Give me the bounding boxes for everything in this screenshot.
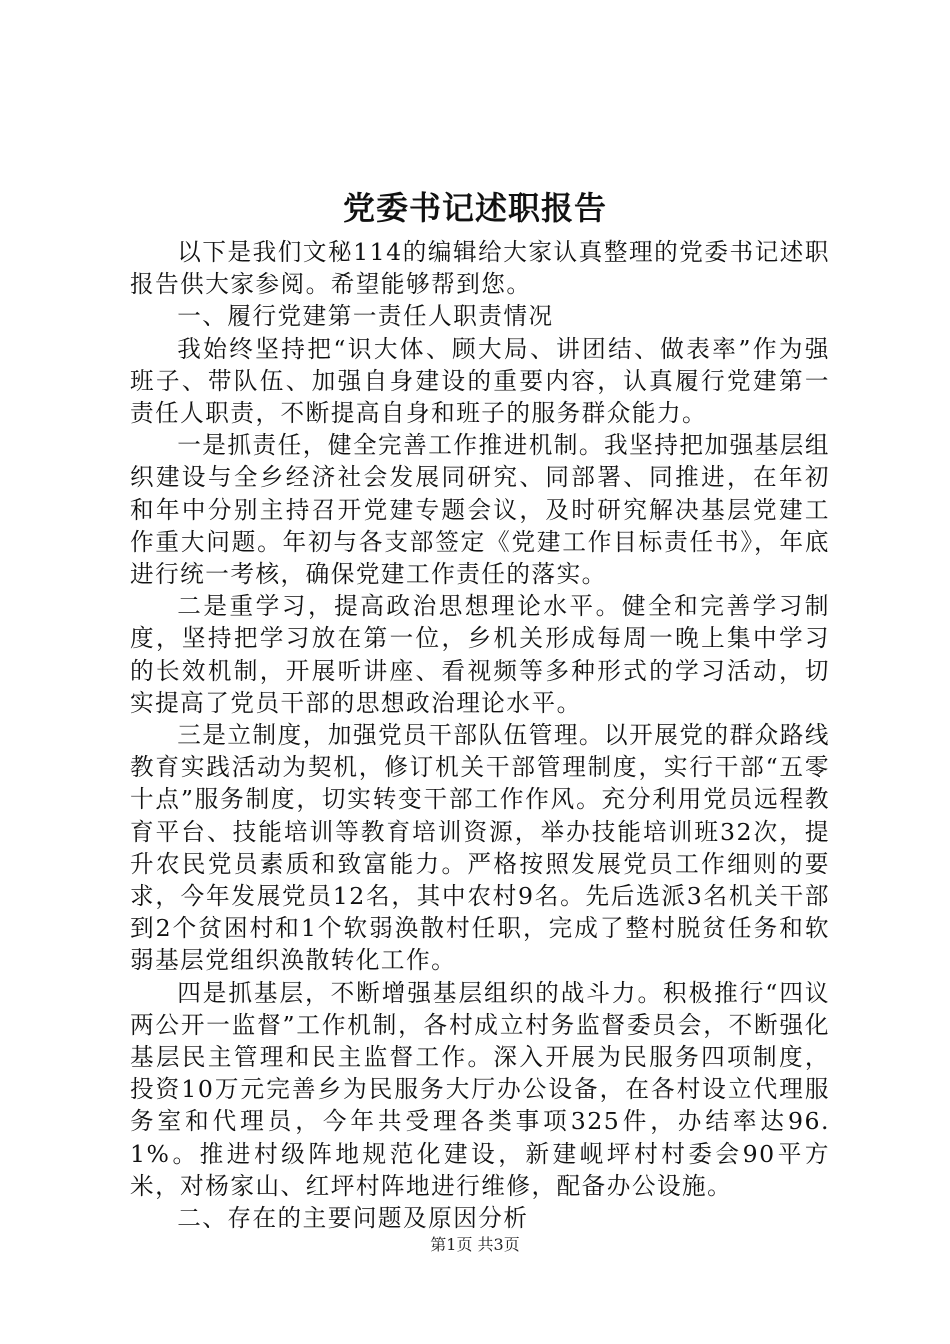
page-footer: 第1页 共3页 (430, 1235, 520, 1254)
heading-section-2: 二、存在的主要问题及原因分析 (177, 1204, 529, 1233)
document-title: 党委书记述职报告 (342, 189, 607, 227)
paragraph-system: 三是立制度，加强党员干部队伍管理。以开展党的群众路线教育实践活动为契机，修订机关干部管理制度，实行干部“五零十点”服务制度，切实转变干部工作作风。充分利用党员远程教育平台、技能培训等教育培训资源，举办技能培训班32次，提升农民党员素质和致富能力。严格按照发展党员工作细则的要求，今年发展党员12名，其中农村9名。先后选派3名机关干部到2个贫困村和1个软弱涣散村任职，完成了整村脱贫任务和软弱基层党组织涣散转化工作。 (130, 721, 830, 975)
paragraph-commitment: 我始终坚持把“识大体、顾大局、讲团结、做表率”作为强班子、带队伍、加强自身建设的重要内容，认真履行党建第一责任人职责，不断提高自身和班子的服务群众能力。 (130, 334, 830, 428)
paragraph-study: 二是重学习，提高政治思想理论水平。健全和完善学习制度，坚持把学习放在第一位，乡机关形成每周一晚上集中学习的长效机制，开展听讲座、看视频等多种形式的学习活动，切实提高了党员干部的思想政治理论水平。 (130, 592, 830, 717)
paragraph-responsibility: 一是抓责任，健全完善工作推进机制。我坚持把加强基层组织建设与全乡经济社会发展同研究、同部署、同推进，在年初和年中分别主持召开党建专题会议，及时研究解决基层党建工作重大问题。年初与各支部签定《党建工作目标责任书》，年底进行统一考核，确保党建工作责任的落实。 (130, 431, 830, 589)
paragraph-grassroots: 四是抓基层，不断增强基层组织的战斗力。积极推行“四议两公开一监督”工作机制，各村成立村务监督委员会，不断强化基层民主管理和民主监督工作。深入开展为民服务四项制度，投资10万元完善乡为民服务大厅办公设备，在各村设立代理服务室和代理员，今年共受理各类事项325件，办结率达96.1%。推进村级阵地规范化建设，新建岘坪村村委会90平方米，对杨家山、红坪村阵地进行维修，配备办公设施。 (130, 978, 830, 1200)
document-body (130, 236, 830, 1234)
paragraph-intro: 以下是我们文秘114的编辑给大家认真整理的党委书记述职报告供大家参阅。希望能够帮到您。 (130, 238, 830, 299)
heading-section-1: 一、履行党建第一责任人职责情况 (177, 302, 554, 331)
